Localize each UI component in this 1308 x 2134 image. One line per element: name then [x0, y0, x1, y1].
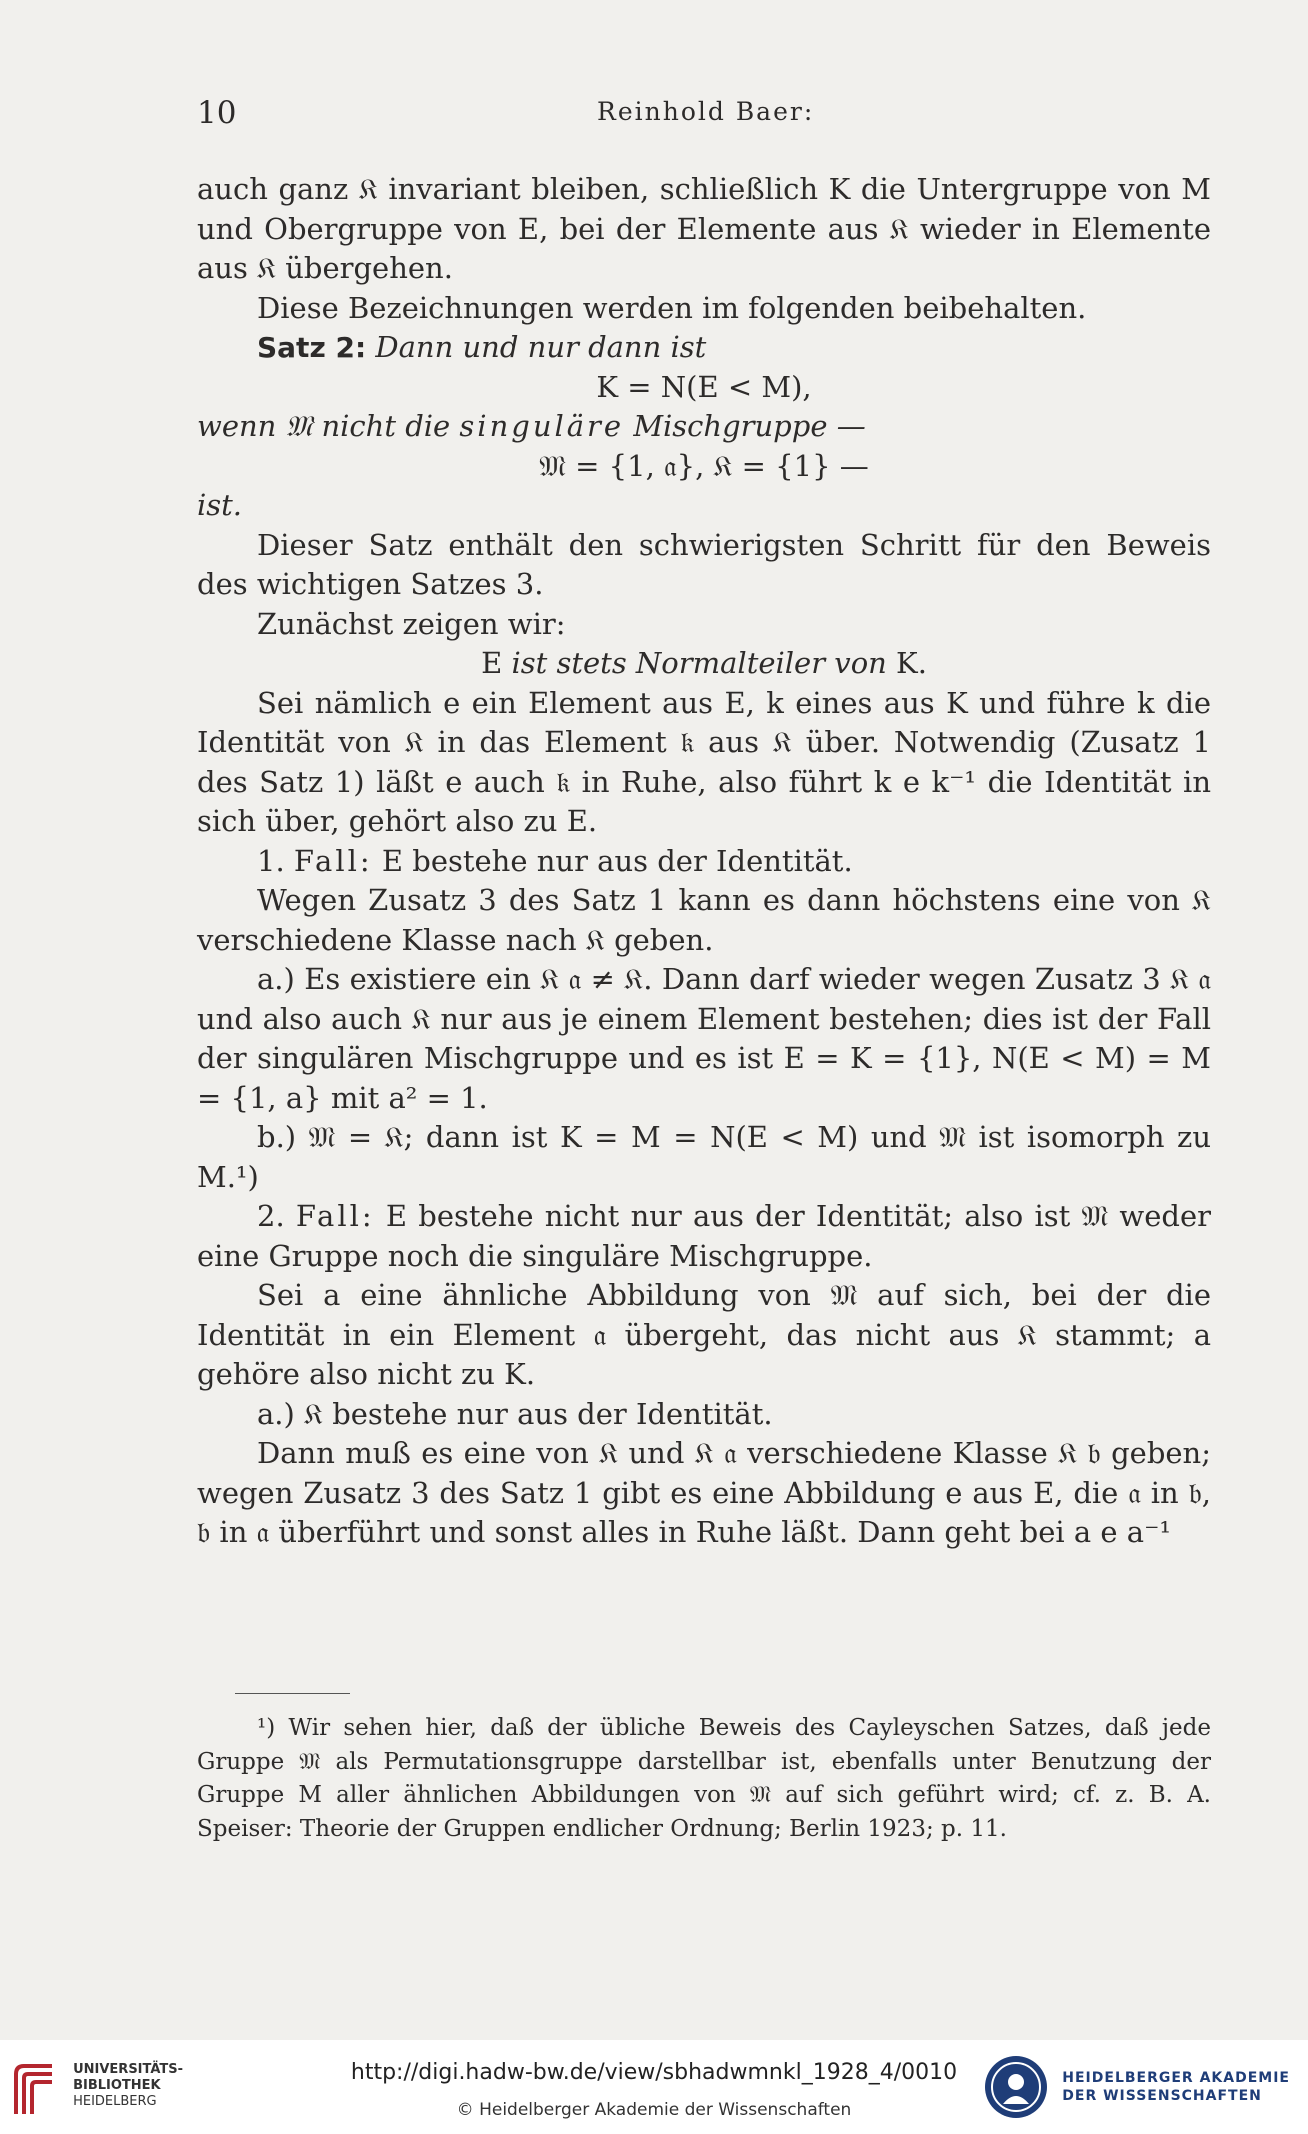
academy-seal-icon — [983, 2054, 1049, 2120]
footnotes — [197, 1712, 1211, 1846]
copyright-notice: © Heidelberger Akademie der Wissenschaften — [456, 2100, 852, 2120]
case-1-heading — [197, 842, 1211, 882]
case-1-number: 1. — [257, 843, 285, 878]
theorem-label: Satz 2: — [257, 331, 367, 364]
paragraph-7: a.) Es existiere ein 𝔎 𝔞 ≠ 𝔎. Dann darf wieder wegen Zusatz 3 𝔎 𝔞 und also auch 𝔎 nur aus je einem Element bestehen; dies ist der Fall der singulären Mischgruppe und es ist E = K = {1}, N(E < M) = M = {1, a} mit a² = 1. — [197, 962, 1211, 1115]
theorem-condition — [197, 407, 1211, 447]
academy-name — [1062, 2069, 1290, 2105]
theorem-statement — [197, 328, 1211, 368]
paragraph-3: Dieser Satz enthält den schwierigsten Schritt für den Beweis des wichtigen Satzes 3. — [197, 527, 1211, 601]
equation-3-pre: E — [481, 646, 503, 680]
paragraph-11: Dann muß es eine von 𝔎 und 𝔎 𝔞 verschiedene Klasse 𝔎 𝔟 geben; wegen Zusatz 3 des Satz 1 gibt es eine Abbildung e aus E, die 𝔞 in 𝔟, 𝔟 in 𝔞 überführt und sonst alles in Ruhe läßt. Dann geht bei a e a⁻¹ — [197, 1436, 1211, 1549]
digitization-footer — [0, 2040, 1308, 2134]
theorem-text: Dann und nur dann ist — [375, 330, 707, 364]
paragraph-1: auch ganz 𝔎 invariant bleiben, schließlich K die Untergruppe von M und Obergruppe von E, bei der Elemente aus 𝔎 wieder in Elemente aus 𝔎 übergehen. — [197, 172, 1211, 285]
case-2-heading — [197, 1197, 1211, 1276]
paragraph-10: a.) 𝔎 bestehe nur aus der Identität. — [257, 1396, 773, 1431]
paragraph-5: Sei nämlich e ein Element aus E, k eines aus K und führe k die Identität von 𝔎 in das Element 𝔨 aus 𝔎 über. Notwendig (Zusatz 1 des Satz 1) läßt e auch 𝔨 in Ruhe, also führt k e k⁻¹ die Identität in sich über, gehört also zu E. — [197, 685, 1211, 838]
condition-prefix: wenn 𝔐 nicht die — [197, 409, 451, 443]
academy-branding[interactable] — [983, 2054, 1290, 2120]
paragraph-2: Diese Bezeichnungen werden im folgenden beibehalten. — [257, 290, 1087, 325]
library-name-line-3: HEIDELBERG — [73, 2094, 157, 2109]
case-2-label: Fall: — [295, 1199, 375, 1233]
equation-1: K = N(E < M), — [596, 369, 812, 404]
case-2-number: 2. — [257, 1199, 285, 1233]
condition-spaced: singuläre — [459, 409, 625, 443]
library-name-line-1: UNIVERSITÄTS- — [73, 2062, 184, 2077]
theorem-end-text: ist. — [197, 488, 243, 522]
academy-name-line-1: HEIDELBERGER AKADEMIE — [1062, 2070, 1290, 2086]
equation-3 — [197, 644, 1211, 684]
case-2-text: E bestehe nicht nur aus der Identität; also ist 𝔐 weder eine Gruppe noch die singuläre Mischgruppe. — [197, 1199, 1211, 1273]
case-1-label: Fall: — [293, 843, 373, 878]
paragraph-4: Zunächst zeigen wir: — [257, 606, 566, 641]
equation-3-post: K. — [896, 646, 927, 680]
running-head: Reinhold Baer: — [597, 97, 815, 126]
library-name-line-2: BIBLIOTHEK — [73, 2078, 161, 2093]
paragraph-6: Wegen Zusatz 3 des Satz 1 kann es dann höchstens eine von 𝔎 verschiedene Klasse nach 𝔎 geben. — [197, 883, 1211, 957]
footnote-1: ¹) Wir sehen hier, daß der übliche Beweis des Cayleyschen Satzes, daß jede Gruppe 𝔐 als Permutationsgruppe darstellbar ist, ebenfalls unter Benutzung der Gruppe M aller ähnlichen Abbildungen von 𝔐 auf sich geführt wird; cf. z. B. A. Speiser: Theorie der Gruppen endlicher Ordnung; Berlin 1923; p. 11. — [197, 1715, 1211, 1842]
condition-suffix: Mischgruppe — — [633, 409, 866, 443]
source-url-link[interactable]: http://digi.hadw-bw.de/view/sbhadwmnkl_1928_4/0010 — [350, 2060, 958, 2085]
footnote-divider — [235, 1693, 350, 1694]
equation-3-mid: ist stets Normalteiler von — [511, 646, 887, 680]
paragraph-8: b.) 𝔐 = 𝔎; dann ist K = M = N(E < M) und 𝔐 ist isomorph zu M.¹) — [197, 1120, 1211, 1194]
theorem-end — [197, 486, 1211, 526]
case-1-text: E bestehe nur aus der Identität. — [381, 843, 853, 878]
page-number: 10 — [197, 95, 237, 131]
body-text — [197, 170, 1211, 1553]
page-header — [197, 95, 1211, 145]
equation-2: 𝔐 = {1, 𝔞}, 𝔎 = {1} — — [539, 448, 869, 483]
paragraph-9: Sei a eine ähnliche Abbildung von 𝔐 auf sich, bei der die Identität in ein Element 𝔞 übergeht, das nicht aus 𝔎 stammt; a gehöre also nicht zu K. — [197, 1278, 1211, 1391]
academy-name-line-2: DER WISSENSCHAFTEN — [1062, 2088, 1262, 2104]
